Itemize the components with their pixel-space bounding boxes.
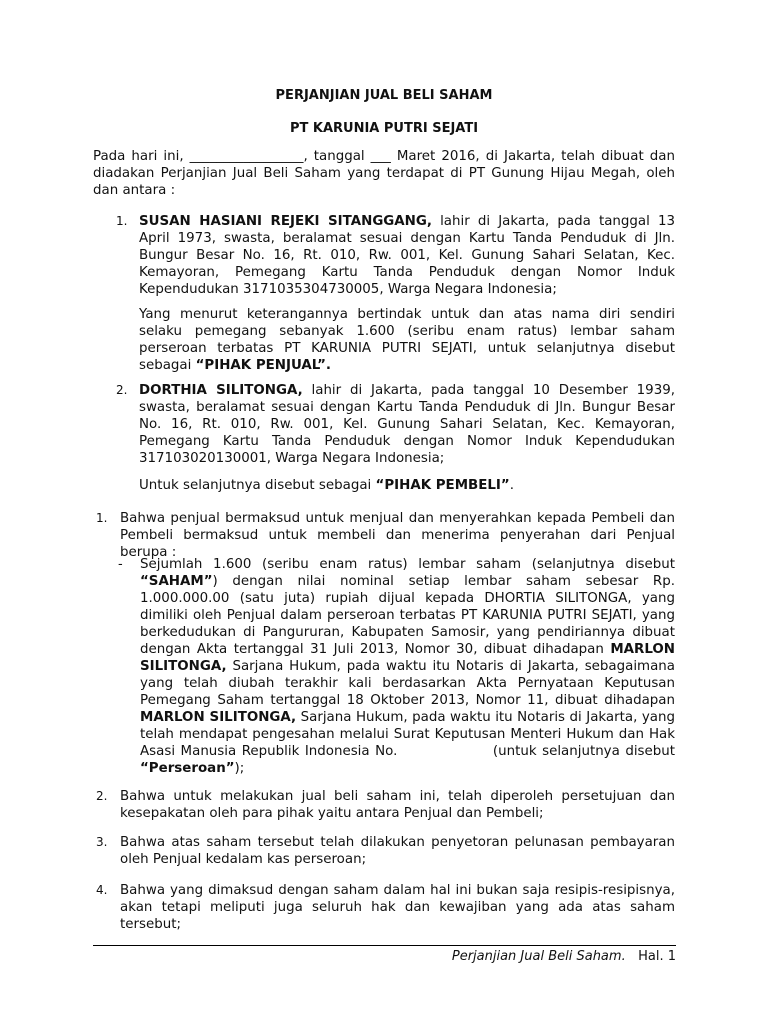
clause-1-text: Bahwa penjual bermaksud untuk menjual dan menyerahkan kepada Pembeli dan Pembeli bermaksud untuk membeli dan menerima penyerahan dari Penjual berupa :: [120, 511, 675, 560]
clause-2-number: 2.: [96, 789, 108, 803]
saham-label: “SAHAM”: [140, 574, 213, 589]
subclause-part-d: Sarjana Hukum, pada waktu itu Notaris di Jakarta, yang telah mendapat pengesahan melalui Surat Keputusan Menteri Hukum dan Hak Asasi Manusia Republik Indonesia No.: [140, 710, 675, 759]
subclause-part-b: ) dengan nilai nominal setiap lembar saham sebesar Rp. 1.000.000.00 (satu juta) rupiah dijual kepada DHORTIA SILITONGA, yang dimiliki oleh Penjual dalam perseroan terbatas PT KARUNIA PUTRI SEJATI, yang berkedudukan di Pangururan, Kabupaten Samosir, yang pendiriannya dibuat dengan Akta tertanggal 31 Juli 2013, Nomor 30, dibuat dihadapan: [140, 574, 675, 657]
party-1-name: SUSAN HASIANI REJEKI SITANGGANG,: [139, 214, 432, 229]
subclause-part-a: Sejumlah 1.600 (seribu enam ratus) lembar saham (selanjutnya disebut: [140, 557, 675, 572]
subclause-shares: [140, 556, 675, 777]
intro-paragraph: Pada hari ini, _________________, tanggal ___ Maret 2016, di Jakarta, telah dibuat dan diadakan Perjanjian Jual Beli Saham yang terdapat di PT Gunung Hijau Megah, oleh dan antara :: [93, 149, 675, 198]
party-1-details: lahir di Jakarta, pada tanggal 13 April 1973, swasta, beralamat sesuai dengan Kartu Tanda Penduduk di Jln. Bungur Besar No. 16, Rt. 010, Rw. 001, Kel. Gunung Sahari Selatan, Kec. Kemayoran, Pemegang Kartu Tanda Penduduk dengan Nomor Induk Kependudukan 3171035304730005, Warga Negara Indonesia;: [139, 214, 675, 297]
clause-3-text: Bahwa atas saham tersebut telah dilakukan penyetoran pelunasan pembayaran oleh Penjual kedalam kas perseroan;: [120, 835, 675, 867]
subclause-part-c: Sarjana Hukum, pada waktu itu Notaris di Jakarta, sebagaimana yang telah diubah terakhir kali berdasarkan Akta Pernyataan Keputusan Pemegang Saham tertanggal 18 Oktober 2013, Nomor 11, dibuat dihadapan: [140, 659, 675, 708]
footer-page-number: Hal. 1: [638, 949, 676, 964]
subclause-part-f: );: [234, 761, 245, 776]
party-2-number: 2.: [116, 383, 128, 397]
subclause-part-e: (untuk selanjutnya disebut: [487, 744, 675, 759]
clause-4-text: Bahwa yang dimaksud dengan saham dalam hal ini bukan saja resipis-resipisnya, akan tetapi meliputi juga seluruh hak dan kewajiban yang ada atas saham tersebut;: [120, 883, 675, 932]
page-footer: [452, 948, 676, 965]
party-2-name: DORTHIA SILITONGA,: [139, 383, 303, 398]
notary-name-1: MARLON SILITONGA,: [140, 642, 675, 674]
clause-4-number: 4.: [96, 883, 108, 897]
party-2-role: [139, 477, 675, 494]
party-1-identity: [139, 213, 675, 298]
party-2-identity: [139, 382, 675, 467]
footer-divider: [93, 945, 676, 946]
party-2-role-label: “PIHAK PEMBELI”: [375, 478, 510, 493]
document-title: PERJANJIAN JUAL BELI SAHAM: [275, 88, 493, 103]
company-title: PT KARUNIA PUTRI SEJATI: [289, 121, 479, 136]
party-1-number: 1.: [116, 214, 128, 228]
party-2-role-end: .: [509, 478, 514, 493]
party-1-role: [139, 306, 675, 374]
footer-document-name: Perjanjian Jual Beli Saham.: [451, 949, 626, 964]
subclause-bullet: -: [118, 557, 123, 572]
perseroan-label: “Perseroan”: [140, 761, 235, 776]
clause-1-number: 1.: [96, 511, 108, 525]
clause-2-text: Bahwa untuk melakukan jual beli saham ini, telah diperoleh persetujuan dan kesepakatan oleh para pihak yaitu antara Penjual dan Pembeli;: [120, 789, 675, 821]
party-1-role-label: “PIHAK PENJUAL”.: [195, 358, 331, 373]
notary-name-2: MARLON SILITONGA,: [140, 710, 297, 725]
party-2-role-text: Untuk selanjutnya disebut sebagai: [139, 478, 376, 493]
party-2-details: lahir di Jakarta, pada tanggal 10 Desember 1939, swasta, beralamat sesuai dengan Kartu Tanda Penduduk di Jln. Bungur Besar No. 16, Rt. 010, Rw. 001, Kel. Gunung Sahari Selatan, Kec. Kemayoran, Pemegang Kartu Tanda Penduduk dengan Nomor Induk Kependudukan 317103020130001, Warga Negara Indonesia;: [139, 383, 675, 466]
party-1-role-text: Yang menurut keterangannya bertindak untuk dan atas nama diri sendiri selaku pemegang sebanyak 1.600 (seribu enam ratus) lembar saham perseroan terbatas PT KARUNIA PUTRI SEJATI, untuk selanjutnya disebut sebagai: [139, 307, 675, 373]
clause-3-number: 3.: [96, 835, 108, 849]
